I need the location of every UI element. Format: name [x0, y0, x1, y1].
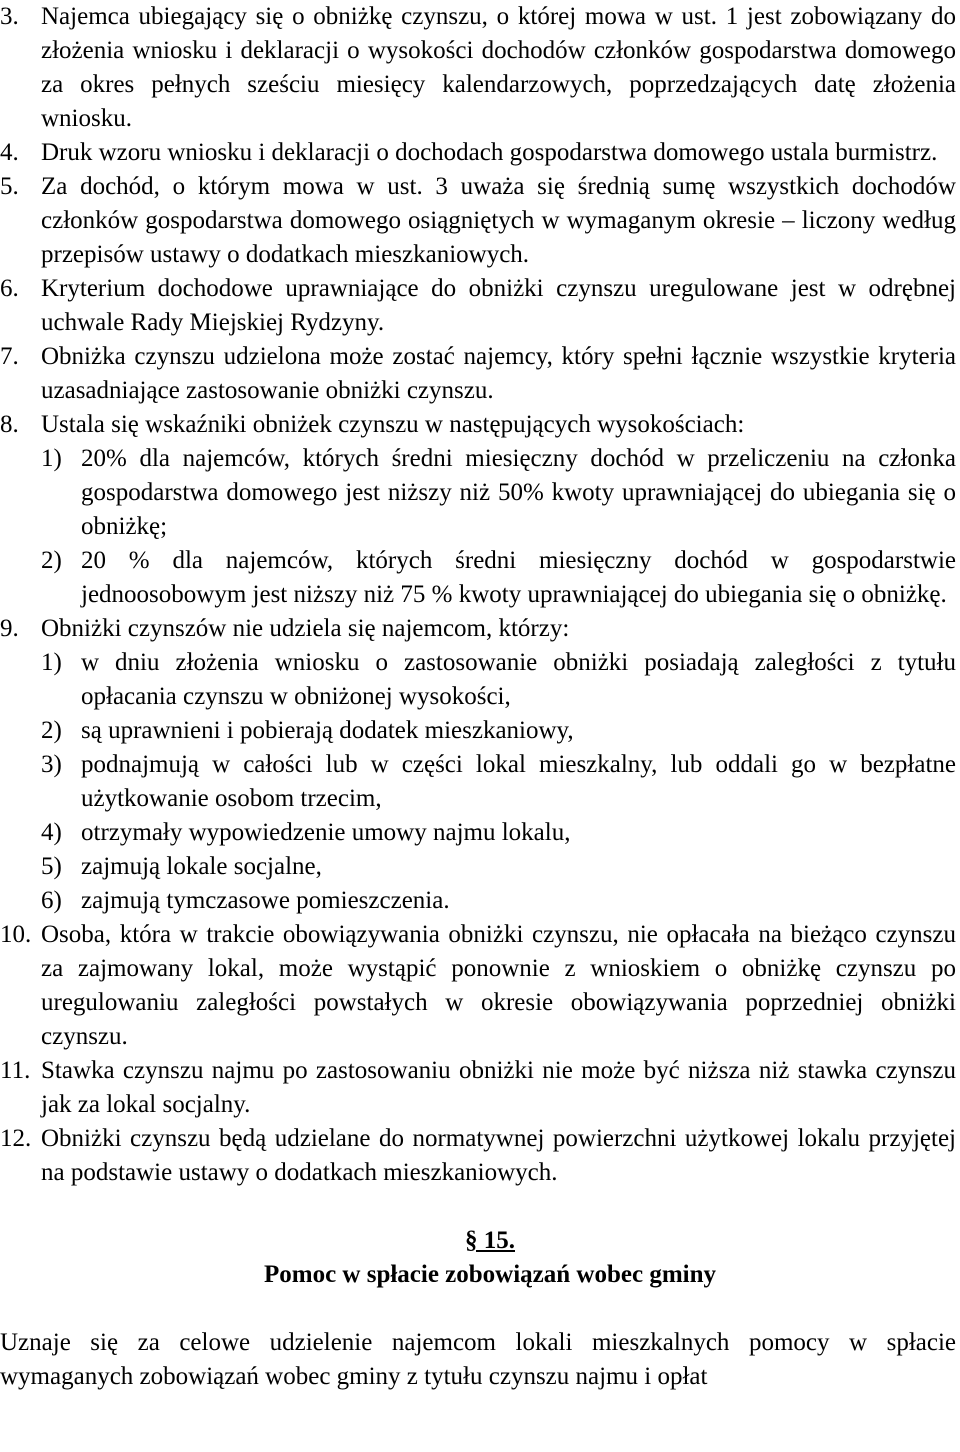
subitem-8-2 — [41, 544, 956, 612]
item-3 — [0, 0, 956, 136]
item-text: Obniżka czynszu udzielona może zostać najemcy, który spełni łącznie wszystkie kryteria uzasadniające zastosowanie obniżki czynszu. — [41, 343, 956, 404]
item-number: 11. — [0, 1057, 31, 1084]
subitem-9-5 — [41, 850, 956, 884]
subitem-9-2 — [41, 714, 956, 748]
subitem-text: zajmują tymczasowe pomieszczenia. — [81, 887, 450, 914]
item-number: 5. — [0, 173, 19, 200]
item-text: Obniżki czynszu będą udzielane do normatywnej powierzchni użytkowej lokalu przyjętej na podstawie ustawy o dodatkach mieszkaniowych. — [41, 1125, 956, 1186]
item-6 — [0, 272, 956, 340]
subitem-text: w dniu złożenia wniosku o zastosowanie obniżki posiadają zaległości z tytułu opłacania czynszu w obniżonej wysokości, — [81, 649, 956, 710]
item-number: 6. — [0, 275, 19, 302]
subitem-number: 4) — [41, 819, 62, 846]
item-4 — [0, 136, 956, 170]
item-number: 10. — [0, 921, 32, 948]
subitem-number: 6) — [41, 887, 62, 914]
subitem-number: 1) — [41, 445, 62, 472]
item-text: Obniżki czynszów nie udziela się najemcom, którzy: — [41, 615, 570, 642]
item-7 — [0, 340, 956, 408]
section-title: Pomoc w spłacie zobowiązań wobec gminy — [263, 1261, 717, 1288]
section-heading — [24, 1224, 956, 1258]
closing-paragraph: Uznaje się za celowe udzielenie najemcom lokali mieszkalnych pomocy w spłacie wymaganych zobowiązań wobec gminy z tytułu czynszu najmu i opłat — [0, 1329, 956, 1390]
item-number: 9. — [0, 615, 19, 642]
item-12 — [0, 1122, 956, 1190]
subitem-text: podnajmują w całości lub w części lokal mieszkalny, lub oddali go w bezpłatne użytkowanie osobom trzecim, — [81, 751, 956, 812]
subitem-number: 3) — [41, 751, 62, 778]
subitem-text: 20 % dla najemców, których średni miesięczny dochód w gospodarstwie jednoosobowym jest niższy niż 75 % kwoty uprawniającej do ubiegania się o obniżkę. — [81, 547, 956, 608]
item-number: 12. — [0, 1125, 32, 1152]
subitem-9-1 — [41, 646, 956, 714]
subitem-number: 1) — [41, 649, 62, 676]
subitem-number: 5) — [41, 853, 62, 880]
subitem-8-1 — [41, 442, 956, 544]
subitem-text: zajmują lokale socjalne, — [81, 853, 322, 880]
item-text: Stawka czynszu najmu po zastosowaniu obniżki nie może być niższa niż stawka czynszu jak za lokal socjalny. — [41, 1057, 956, 1118]
subitem-text: 20% dla najemców, których średni miesięczny dochód w przeliczeniu na członka gospodarstwa domowego jest niższy niż 50% kwoty uprawniającej do ubiegania się o obniżkę; — [81, 445, 956, 540]
item-text: Kryterium dochodowe uprawniające do obniżki czynszu uregulowane jest w odrębnej uchwale Rady Miejskiej Rydzyny. — [41, 275, 956, 336]
subitem-number: 2) — [41, 547, 62, 574]
item-5 — [0, 170, 956, 272]
item-text: Druk wzoru wniosku i deklaracji o dochodach gospodarstwa domowego ustala burmistrz. — [41, 139, 938, 166]
item-number: 7. — [0, 343, 19, 370]
item-text: Osoba, która w trakcie obowiązywania obniżki czynszu, nie opłacała na bieżąco czynszu za zajmowany lokal, może wystąpić ponownie z wnioskiem o obniżkę czynszu po uregulowaniu zaległości powstałych w okresie obowiązywania poprzedniej obniżki czynszu. — [41, 921, 956, 1050]
item-text: Najemca ubiegający się o obniżkę czynszu, o której mowa w ust. 1 jest zobowiązany do złożenia wniosku i deklaracji o wysokości dochodów członków gospodarstwa domowego za okres pełnych sześciu miesięcy kalendarzowych, poprzedzających datę złożenia wniosku. — [41, 3, 956, 132]
item-number: 3. — [0, 3, 19, 30]
section-number: § 15. — [465, 1227, 515, 1254]
item-number: 8. — [0, 411, 19, 438]
item-8 — [0, 408, 956, 612]
item-text: Za dochód, o którym mowa w ust. 3 uważa się średnią sumę wszystkich dochodów członków gospodarstwa domowego osiągniętych w wymaganym okresie – liczony według przepisów ustawy o dodatkach mieszkaniowych. — [41, 173, 956, 268]
subitem-number: 2) — [41, 717, 62, 744]
item-9 — [0, 612, 956, 918]
subitem-text: są uprawnieni i pobierają dodatek mieszkaniowy, — [81, 717, 574, 744]
subitem-9-4 — [41, 816, 956, 850]
subitem-9-3 — [41, 748, 956, 816]
subitem-9-6 — [41, 884, 956, 918]
item-11 — [0, 1054, 956, 1122]
item-number: 4. — [0, 139, 19, 166]
subitem-text: otrzymały wypowiedzenie umowy najmu lokalu, — [81, 819, 571, 846]
item-10 — [0, 918, 956, 1054]
item-text: Ustala się wskaźniki obniżek czynszu w następujących wysokościach: — [41, 411, 745, 438]
